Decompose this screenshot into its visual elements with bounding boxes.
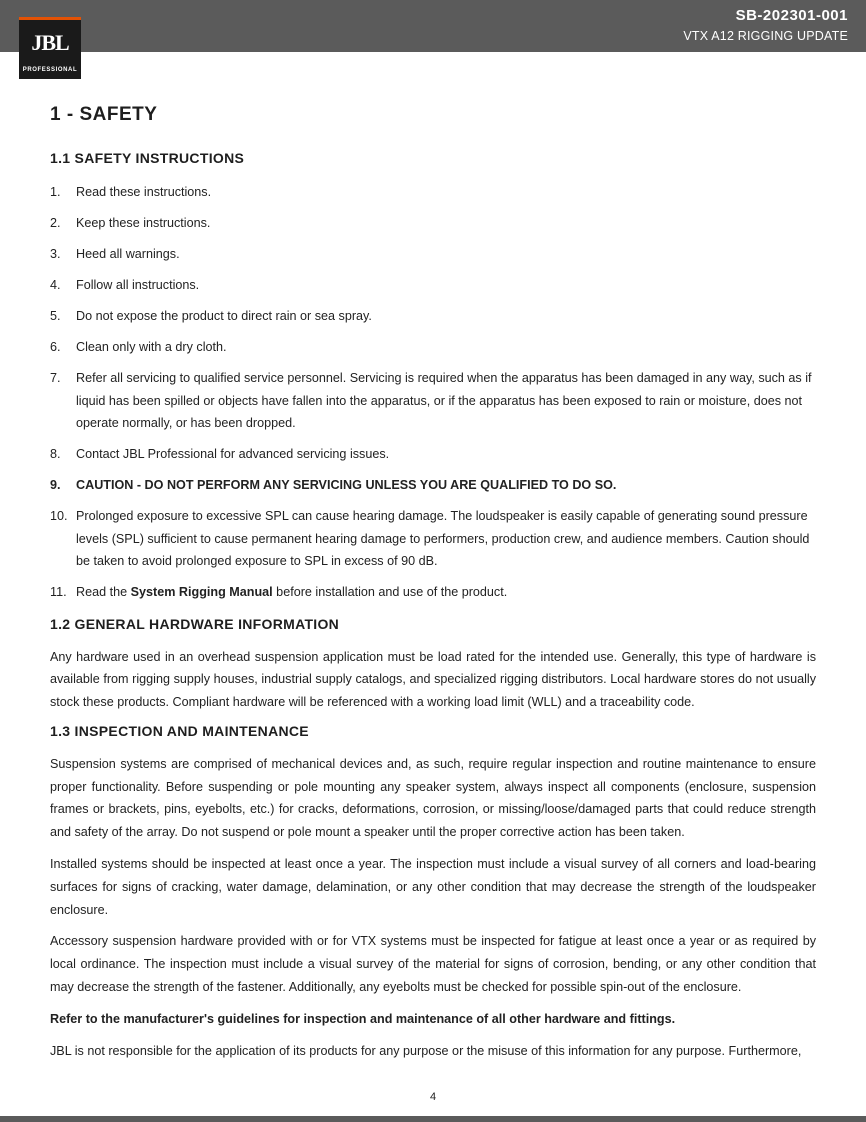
list-item: 6. Clean only with a dry cloth. (50, 340, 227, 354)
subsection-title-hardware: 1.2 GENERAL HARDWARE INFORMATION (50, 615, 340, 632)
header-bar (0, 0, 866, 52)
disclaimer-paragraph: JBL is not responsible for the application of its products for any purpose or the misuse of this information for any purpose. Furthermore, (50, 1043, 802, 1058)
list-item: 7. Refer all servicing to qualified service personnel. Servicing is required when the apparatus has been damaged in any way, such as if liquid has been spilled or objects have fallen into the apparatus, or if the apparatus has been exposed to rain or moisture, does not operate normally, or has been dropped. (50, 371, 812, 430)
safety-instructions-list (50, 181, 816, 604)
list-item: 8. Contact JBL Professional for advanced servicing issues. (50, 447, 390, 461)
list-item: 2. Keep these instructions. (50, 216, 211, 230)
footer-bar (0, 1116, 866, 1122)
inspection-paragraph-3: Accessory suspension hardware provided with or for VTX systems must be inspected for fatigue at least once a year or as required by local ordinance. The inspection must include a visual survey of the material for signs of corrosion, bending, or any other condition that may decrease the strength of the fastener. Additionally, any eyebolts must be checked for possible spin-out of the enclosure. (50, 934, 816, 995)
document-subtitle: VTX A12 RIGGING UPDATE (683, 29, 848, 43)
logo-wordmark: JBL (31, 30, 69, 55)
hardware-paragraph: Any hardware used in an overhead suspension application must be load rated for the intended use. Generally, this type of hardware is available from rigging supply houses, industrial supply catalogs, and specialized rigging distributors. Local hardware stores do not usually stock these products. Compliant hardware will be referenced with a working load limit (WLL) and a traceability code. (50, 649, 816, 710)
document-id: SB-202301-001 (735, 7, 848, 24)
inspection-paragraph-2: Installed systems should be inspected at least once a year. The inspection must include a visual survey of all corners and load-bearing surfaces for signs of cracking, water damage, delamination, or any other condition that may decrease the strength of the loudspeaker enclosure. (50, 857, 816, 917)
list-item: 10. Prolonged exposure to excessive SPL can cause hearing damage. The loudspeaker is easily capable of generating sound pressure levels (SPL) sufficient to cause permanent hearing damage to performers, production crew, and audience members. Caution should be taken to avoid prolonged exposure to SPL in excess of 90 dB. (50, 509, 810, 568)
list-item: 11. Read the System Rigging Manual before installation and use of the product. (50, 585, 508, 599)
subsection-title-inspection: 1.3 INSPECTION AND MAINTENANCE (50, 722, 309, 739)
manufacturer-guidelines-note: Refer to the manufacturer's guidelines for inspection and maintenance of all other hardware and fittings. (50, 1011, 676, 1026)
page-number: 4 (429, 1091, 437, 1103)
jbl-logo (19, 17, 81, 79)
caution-item: 9. CAUTION - DO NOT PERFORM ANY SERVICING UNLESS YOU ARE QUALIFIED TO DO SO. (50, 478, 617, 492)
list-item: 1. Read these instructions. (50, 185, 212, 199)
list-item: 5. Do not expose the product to direct rain or sea spray. (50, 309, 372, 323)
subsection-title-safety-instructions: 1.1 SAFETY INSTRUCTIONS (50, 150, 245, 166)
list-item: 3. Heed all warnings. (50, 247, 180, 261)
logo-subtext: PROFESSIONAL (22, 67, 78, 73)
section-title: 1 - SAFETY (50, 104, 158, 125)
inspection-paragraph-1: Suspension systems are comprised of mechanical devices and, as such, require regular inspection and routine maintenance to ensure proper functionality. Before suspending or pole mounting any speaker system, always inspect all components (enclosure, suspension frames or brackets, pins, eyebolts, etc.) for cracks, deformations, corrosion, or missing/loose/damaged parts that could reduce strength and safety of the array. Do not suspend or pole mount a speaker until the proper corrective action has been taken. (50, 756, 816, 840)
manual-reference: System Rigging Manual (130, 585, 273, 599)
list-item: 4. Follow all instructions. (50, 278, 200, 292)
page-content (50, 104, 816, 1071)
